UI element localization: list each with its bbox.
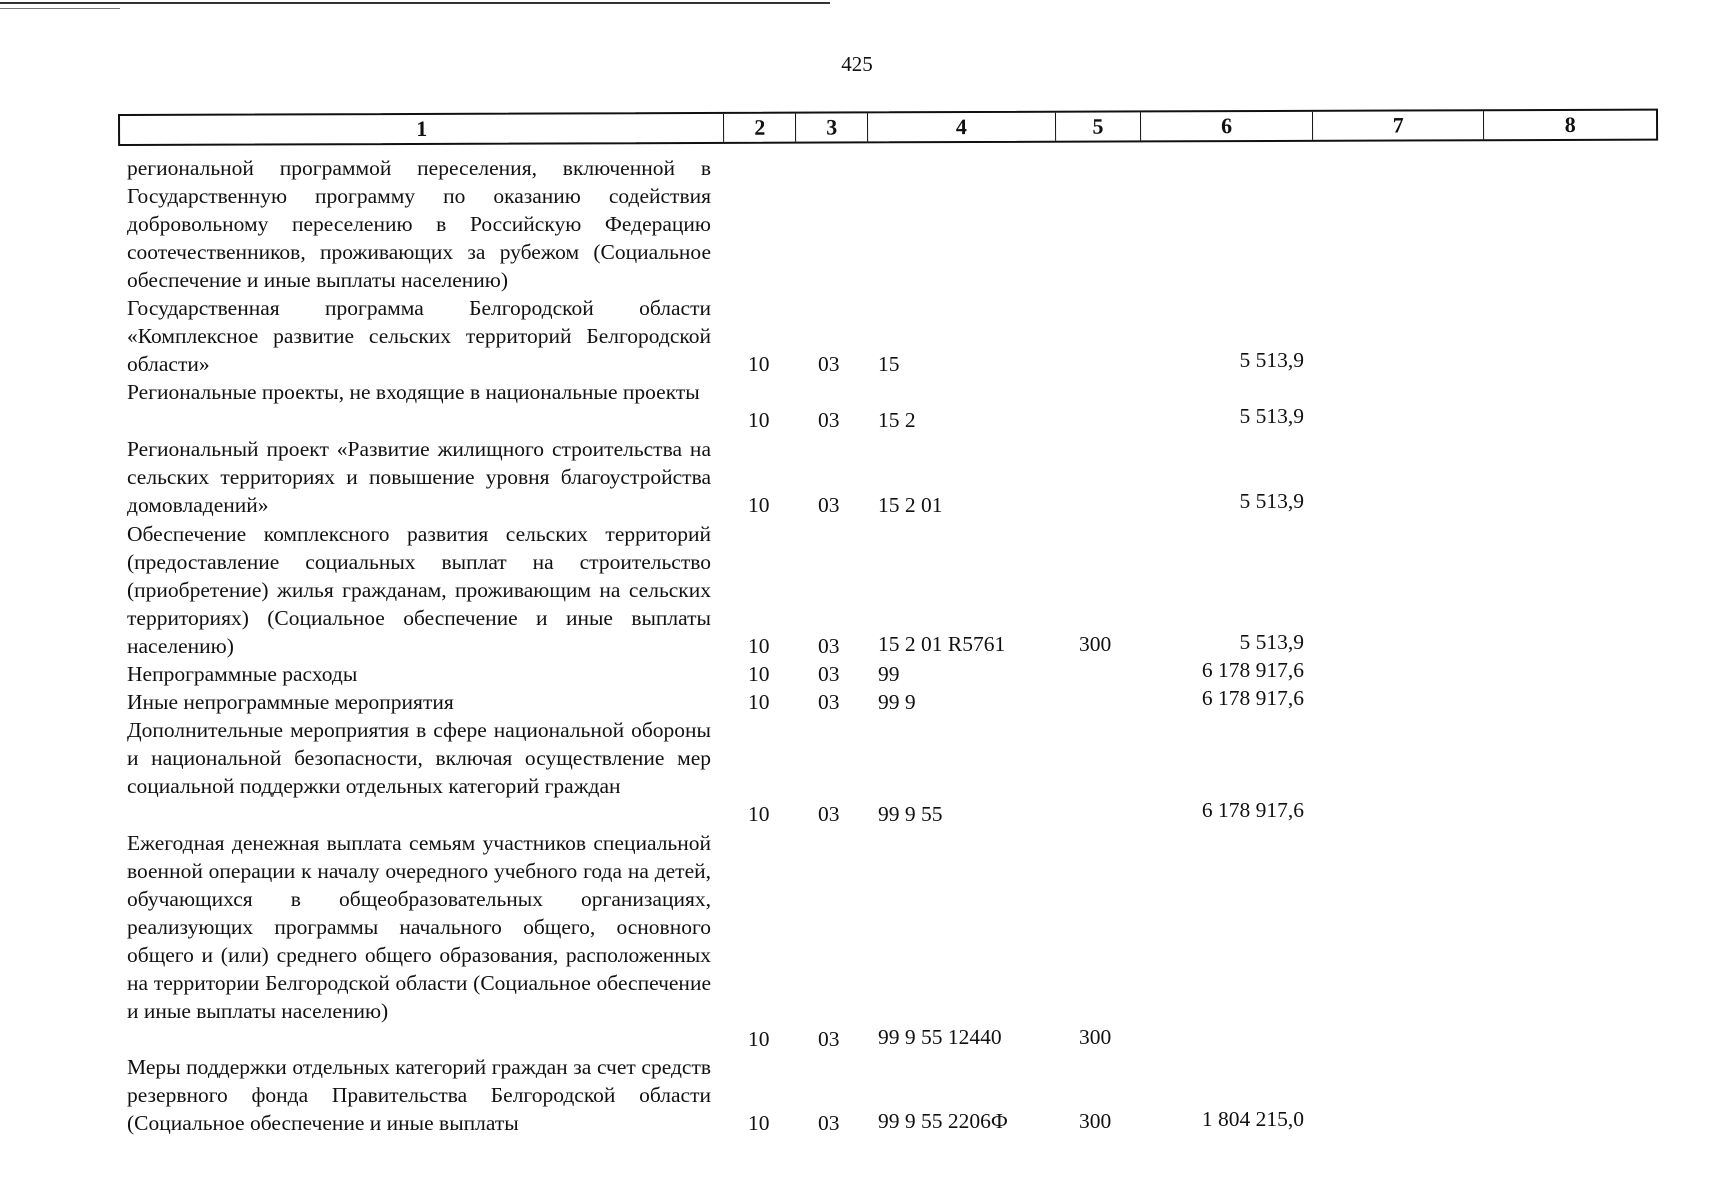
row-description: региональной программой переселения, включенной в Государственную программу по оказанию содействия добровольному переселению в Российскую Федерацию соотечественников, проживающих за рубежом (Социальное обеспечение и иные выплаты населению) bbox=[127, 156, 711, 292]
row-description: Государственная программа Белгородской области «Комплексное развитие сельских территорий Белгородской области» bbox=[127, 296, 711, 376]
column-header-4: 4 bbox=[868, 113, 1056, 142]
cell-target-article: 99 bbox=[878, 662, 900, 686]
column-header-8: 8 bbox=[1564, 111, 1576, 137]
cell-subsection: 03 bbox=[818, 1027, 840, 1051]
cell-target-article: 15 2 bbox=[878, 408, 916, 432]
cell-subsection: 03 bbox=[818, 408, 840, 432]
cell-subsection: 03 bbox=[818, 690, 840, 714]
cell-section: 10 bbox=[748, 662, 770, 686]
row-description: Региональный проект «Развитие жилищного строительства на сельских территориях и повышение уровня благоустройства домовладений» bbox=[127, 437, 711, 517]
cell-section: 10 bbox=[748, 352, 770, 376]
cell-amount: 5 513,9 bbox=[1239, 630, 1304, 654]
cell-amount: 6 178 917,6 bbox=[1201, 658, 1304, 682]
cell-subsection: 03 bbox=[818, 352, 840, 376]
row-description: Иные непрограммные мероприятия bbox=[127, 690, 454, 714]
cell-amount: 5 513,9 bbox=[1239, 489, 1304, 513]
cell-section: 10 bbox=[748, 408, 770, 432]
cell-amount: 6 178 917,6 bbox=[1201, 686, 1304, 710]
cell-section: 10 bbox=[748, 493, 770, 517]
column-header-6: 6 bbox=[1141, 112, 1313, 141]
cell-subsection: 03 bbox=[818, 662, 840, 686]
cell-subsection: 03 bbox=[818, 634, 840, 658]
cell-expense-type: 300 bbox=[1079, 632, 1112, 656]
cell-amount: 1 804 215,0 bbox=[1201, 1107, 1304, 1131]
row-description: Ежегодная денежная выплата семьям участников специальной военной операции к началу очередного учебного года на детей, обучающихся в общеобразовательных организациях, реализующих программы начального общего, основного общего и (или) среднего общего образования, расположенных на территории Белгородской области (Социальное обеспечение и иные выплаты населению) bbox=[127, 831, 711, 1023]
cell-expense-type: 300 bbox=[1079, 1109, 1112, 1133]
cell-expense-type: 300 bbox=[1079, 1025, 1112, 1049]
cell-target-article: 99 9 55 12440 bbox=[878, 1025, 1002, 1049]
cell-section: 10 bbox=[748, 1111, 770, 1135]
row-description: Региональные проекты, не входящие в национальные проекты bbox=[127, 380, 700, 404]
row-description: Обеспечение комплексного развития сельских территорий (предоставление социальных выплат на строительство (приобретение) жилья гражданам, проживающим на сельских территориях) (Социальное обеспечение и иные выплаты населению) bbox=[127, 522, 711, 658]
row-description: Непрограммные расходы bbox=[127, 662, 358, 686]
page-number: 425 bbox=[841, 52, 873, 76]
cell-subsection: 03 bbox=[818, 802, 840, 826]
cell-amount: 6 178 917,6 bbox=[1201, 798, 1304, 822]
column-header-7: 7 bbox=[1313, 111, 1485, 140]
column-header-5: 5 bbox=[1056, 112, 1142, 140]
cell-target-article: 15 2 01 R5761 bbox=[878, 632, 1006, 656]
cell-target-article: 99 9 55 bbox=[878, 802, 943, 826]
cell-section: 10 bbox=[748, 1027, 770, 1051]
row-description: Дополнительные мероприятия в сфере национальной обороны и национальной безопасности, включая осуществление мер социальной поддержки отдельных категорий граждан bbox=[127, 718, 711, 798]
cell-section: 10 bbox=[748, 690, 770, 714]
row-description: Меры поддержки отдельных категорий граждан за счет средств резервного фонда Правительства Белгородской области (Социальное обеспечение и иные выплаты bbox=[127, 1055, 711, 1135]
column-header-3: 3 bbox=[796, 113, 868, 141]
cell-target-article: 15 bbox=[878, 352, 900, 376]
cell-section: 10 bbox=[748, 802, 770, 826]
cell-amount: 5 513,9 bbox=[1239, 404, 1304, 428]
cell-subsection: 03 bbox=[818, 1111, 840, 1135]
column-header-1: 1 bbox=[120, 114, 725, 144]
cell-target-article: 15 2 01 bbox=[878, 493, 943, 517]
cell-target-article: 99 9 bbox=[878, 690, 916, 714]
cell-subsection: 03 bbox=[818, 493, 840, 517]
column-header-2: 2 bbox=[724, 114, 796, 142]
cell-amount: 5 513,9 bbox=[1239, 348, 1304, 372]
cell-target-article: 99 9 55 2206Ф bbox=[878, 1109, 1008, 1133]
cell-section: 10 bbox=[748, 634, 770, 658]
